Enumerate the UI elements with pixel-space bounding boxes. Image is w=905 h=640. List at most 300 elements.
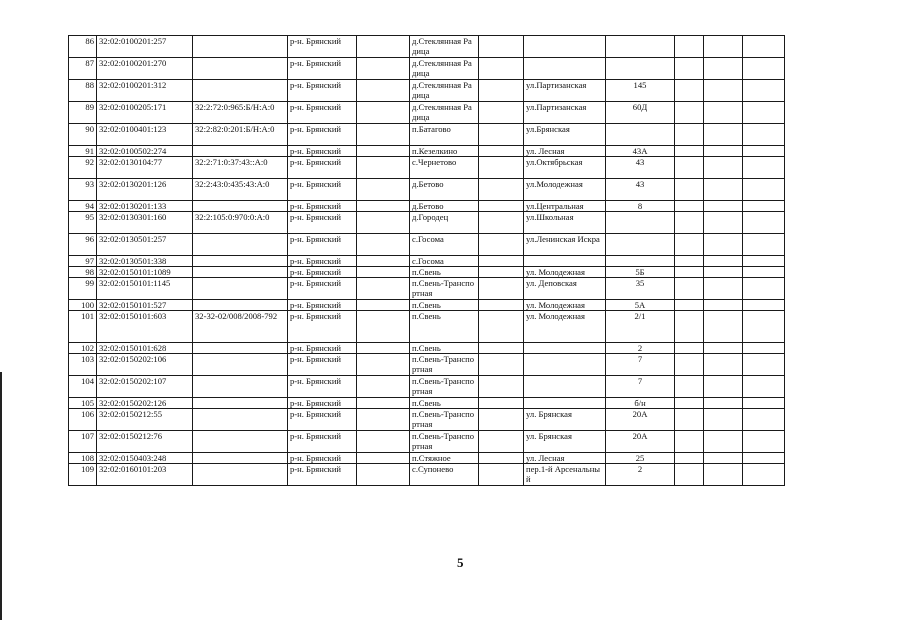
- empty-cell: [675, 80, 704, 102]
- cadastral-number-cell: 32:02:0100205:171: [97, 102, 193, 124]
- house-number-cell: 7: [606, 376, 675, 398]
- street-cell: [524, 36, 606, 58]
- empty-cell: [704, 409, 743, 431]
- cadastral-number-cell: 32:02:0150101:1089: [97, 267, 193, 278]
- row-number-cell: 93: [69, 179, 97, 201]
- old-number-cell: [193, 398, 288, 409]
- empty-cell: [357, 343, 410, 354]
- empty-cell: [704, 124, 743, 146]
- empty-cell: [479, 212, 524, 234]
- empty-cell: [743, 124, 785, 146]
- empty-cell: [357, 431, 410, 453]
- locality-cell: п.Свень: [410, 311, 479, 343]
- empty-cell: [743, 157, 785, 179]
- table-row: [69, 80, 785, 102]
- old-number-cell: [193, 234, 288, 256]
- region-cell: р-н. Брянский: [288, 234, 357, 256]
- table-body: [69, 36, 785, 486]
- region-cell: р-н. Брянский: [288, 157, 357, 179]
- empty-cell: [357, 102, 410, 124]
- empty-cell: [704, 256, 743, 267]
- row-number-cell: 96: [69, 234, 97, 256]
- empty-cell: [743, 311, 785, 343]
- empty-cell: [704, 179, 743, 201]
- street-cell: [524, 343, 606, 354]
- locality-cell: п.Свень-Транспортная: [410, 278, 479, 300]
- house-number-cell: 2: [606, 464, 675, 486]
- empty-cell: [704, 267, 743, 278]
- old-number-cell: [193, 409, 288, 431]
- empty-cell: [743, 234, 785, 256]
- empty-cell: [357, 124, 410, 146]
- locality-cell: п.Кезелкино: [410, 146, 479, 157]
- empty-cell: [675, 409, 704, 431]
- cadastral-number-cell: 32:02:0130501:257: [97, 234, 193, 256]
- cadastral-number-cell: 32:02:0130301:160: [97, 212, 193, 234]
- row-number-cell: 103: [69, 354, 97, 376]
- empty-cell: [675, 453, 704, 464]
- house-number-cell: 5А: [606, 300, 675, 311]
- locality-cell: д.Городец: [410, 212, 479, 234]
- table-row: [69, 179, 785, 201]
- empty-cell: [704, 453, 743, 464]
- old-number-cell: [193, 464, 288, 486]
- house-number-cell: 145: [606, 80, 675, 102]
- cadastral-number-cell: 32:02:0100201:257: [97, 36, 193, 58]
- empty-cell: [479, 376, 524, 398]
- empty-cell: [704, 431, 743, 453]
- region-cell: р-н. Брянский: [288, 376, 357, 398]
- empty-cell: [743, 278, 785, 300]
- empty-cell: [704, 212, 743, 234]
- empty-cell: [704, 157, 743, 179]
- old-number-cell: [193, 146, 288, 157]
- house-number-cell: 43А: [606, 146, 675, 157]
- empty-cell: [479, 267, 524, 278]
- old-number-cell: [193, 300, 288, 311]
- street-cell: ул.Молодежная: [524, 179, 606, 201]
- empty-cell: [743, 409, 785, 431]
- empty-cell: [357, 212, 410, 234]
- empty-cell: [675, 201, 704, 212]
- row-number-cell: 97: [69, 256, 97, 267]
- table-row: [69, 102, 785, 124]
- locality-cell: с.Госома: [410, 256, 479, 267]
- locality-cell: п.Свень: [410, 398, 479, 409]
- table-row: [69, 212, 785, 234]
- empty-cell: [357, 256, 410, 267]
- empty-cell: [479, 354, 524, 376]
- street-cell: [524, 58, 606, 80]
- house-number-cell: 60Д: [606, 102, 675, 124]
- empty-cell: [743, 58, 785, 80]
- region-cell: р-н. Брянский: [288, 58, 357, 80]
- region-cell: р-н. Брянский: [288, 431, 357, 453]
- cadastral-number-cell: 32:02:0150212:55: [97, 409, 193, 431]
- house-number-cell: 43: [606, 179, 675, 201]
- street-cell: [524, 376, 606, 398]
- empty-cell: [743, 453, 785, 464]
- empty-cell: [743, 179, 785, 201]
- row-number-cell: 101: [69, 311, 97, 343]
- region-cell: р-н. Брянский: [288, 409, 357, 431]
- street-cell: ул.Школьная: [524, 212, 606, 234]
- street-cell: [524, 256, 606, 267]
- locality-cell: п.Свень-Транспортная: [410, 431, 479, 453]
- empty-cell: [479, 124, 524, 146]
- empty-cell: [743, 464, 785, 486]
- house-number-cell: 25: [606, 453, 675, 464]
- empty-cell: [743, 212, 785, 234]
- table-row: [69, 278, 785, 300]
- old-number-cell: 32:2:71:0:37:43::А:0: [193, 157, 288, 179]
- street-cell: ул.Октябрьская: [524, 157, 606, 179]
- empty-cell: [675, 376, 704, 398]
- empty-cell: [357, 398, 410, 409]
- empty-cell: [675, 179, 704, 201]
- house-number-cell: 5Б: [606, 267, 675, 278]
- table-row: [69, 354, 785, 376]
- house-number-cell: 20А: [606, 431, 675, 453]
- scan-edge-line: [0, 372, 2, 620]
- region-cell: р-н. Брянский: [288, 300, 357, 311]
- old-number-cell: [193, 278, 288, 300]
- empty-cell: [357, 267, 410, 278]
- cadastral-number-cell: 32:02:0150101:1145: [97, 278, 193, 300]
- table-row: [69, 300, 785, 311]
- empty-cell: [479, 179, 524, 201]
- locality-cell: д.Стеклянная Радица: [410, 102, 479, 124]
- street-cell: ул. Молодежная: [524, 300, 606, 311]
- empty-cell: [675, 398, 704, 409]
- empty-cell: [357, 146, 410, 157]
- locality-cell: п.Стяжное: [410, 453, 479, 464]
- empty-cell: [479, 311, 524, 343]
- table-row: [69, 36, 785, 58]
- empty-cell: [479, 256, 524, 267]
- street-cell: ул. Молодежная: [524, 267, 606, 278]
- empty-cell: [479, 146, 524, 157]
- region-cell: р-н. Брянский: [288, 453, 357, 464]
- empty-cell: [743, 431, 785, 453]
- table-row: [69, 124, 785, 146]
- row-number-cell: 98: [69, 267, 97, 278]
- table-row: [69, 431, 785, 453]
- table-row: [69, 464, 785, 486]
- empty-cell: [743, 354, 785, 376]
- table-row: [69, 267, 785, 278]
- street-cell: ул. Брянская: [524, 409, 606, 431]
- house-number-cell: 20А: [606, 409, 675, 431]
- empty-cell: [357, 36, 410, 58]
- table-row: [69, 201, 785, 212]
- street-cell: ул.Ленинская Искра: [524, 234, 606, 256]
- empty-cell: [479, 278, 524, 300]
- region-cell: р-н. Брянский: [288, 201, 357, 212]
- locality-cell: д.Стеклянная Радица: [410, 36, 479, 58]
- region-cell: р-н. Брянский: [288, 464, 357, 486]
- old-number-cell: [193, 343, 288, 354]
- cadastral-number-cell: 32:02:0150212:76: [97, 431, 193, 453]
- locality-cell: д.Бетово: [410, 201, 479, 212]
- region-cell: р-н. Брянский: [288, 212, 357, 234]
- empty-cell: [357, 58, 410, 80]
- row-number-cell: 91: [69, 146, 97, 157]
- row-number-cell: 105: [69, 398, 97, 409]
- empty-cell: [479, 343, 524, 354]
- table-row: [69, 58, 785, 80]
- empty-cell: [479, 464, 524, 486]
- empty-cell: [675, 464, 704, 486]
- street-cell: ул.Партизанская: [524, 80, 606, 102]
- region-cell: р-н. Брянский: [288, 311, 357, 343]
- cadastral-number-cell: 32:02:0130201:126: [97, 179, 193, 201]
- table-row: [69, 343, 785, 354]
- empty-cell: [357, 453, 410, 464]
- empty-cell: [704, 58, 743, 80]
- empty-cell: [704, 398, 743, 409]
- empty-cell: [675, 124, 704, 146]
- old-number-cell: [193, 431, 288, 453]
- street-cell: ул.Центральная: [524, 201, 606, 212]
- empty-cell: [675, 36, 704, 58]
- row-number-cell: 106: [69, 409, 97, 431]
- empty-cell: [479, 409, 524, 431]
- empty-cell: [743, 267, 785, 278]
- street-cell: ул. Лесная: [524, 146, 606, 157]
- property-registry-table: [68, 35, 785, 486]
- house-number-cell: [606, 212, 675, 234]
- old-number-cell: [193, 80, 288, 102]
- street-cell: ул. Молодежная: [524, 311, 606, 343]
- house-number-cell: 7: [606, 354, 675, 376]
- empty-cell: [675, 146, 704, 157]
- street-cell: [524, 354, 606, 376]
- old-number-cell: 32:2:105:0:970:0:А:0: [193, 212, 288, 234]
- old-number-cell: [193, 376, 288, 398]
- old-number-cell: [193, 267, 288, 278]
- empty-cell: [743, 256, 785, 267]
- row-number-cell: 108: [69, 453, 97, 464]
- empty-cell: [479, 431, 524, 453]
- row-number-cell: 102: [69, 343, 97, 354]
- row-number-cell: 87: [69, 58, 97, 80]
- empty-cell: [675, 234, 704, 256]
- table-row: [69, 234, 785, 256]
- cadastral-number-cell: 32:02:0150101:628: [97, 343, 193, 354]
- table-row: [69, 409, 785, 431]
- table-row: [69, 256, 785, 267]
- old-number-cell: 32-32-02/008/2008-792: [193, 311, 288, 343]
- house-number-cell: [606, 36, 675, 58]
- empty-cell: [704, 36, 743, 58]
- empty-cell: [675, 256, 704, 267]
- row-number-cell: 90: [69, 124, 97, 146]
- empty-cell: [743, 343, 785, 354]
- house-number-cell: [606, 256, 675, 267]
- street-cell: пер.1-й Арсенальный: [524, 464, 606, 486]
- house-number-cell: 2: [606, 343, 675, 354]
- empty-cell: [704, 311, 743, 343]
- empty-cell: [704, 464, 743, 486]
- empty-cell: [675, 157, 704, 179]
- empty-cell: [675, 300, 704, 311]
- street-cell: ул. Деповская: [524, 278, 606, 300]
- empty-cell: [704, 300, 743, 311]
- region-cell: р-н. Брянский: [288, 278, 357, 300]
- empty-cell: [743, 300, 785, 311]
- empty-cell: [479, 234, 524, 256]
- empty-cell: [357, 409, 410, 431]
- street-cell: ул.Партизанская: [524, 102, 606, 124]
- cadastral-number-cell: 32:02:0150202:106: [97, 354, 193, 376]
- house-number-cell: [606, 124, 675, 146]
- cadastral-number-cell: 32:02:0150202:107: [97, 376, 193, 398]
- empty-cell: [479, 398, 524, 409]
- empty-cell: [479, 36, 524, 58]
- empty-cell: [743, 102, 785, 124]
- cadastral-number-cell: 32:02:0130201:133: [97, 201, 193, 212]
- empty-cell: [357, 234, 410, 256]
- region-cell: р-н. Брянский: [288, 124, 357, 146]
- cadastral-number-cell: 32:02:0100401:123: [97, 124, 193, 146]
- old-number-cell: [193, 256, 288, 267]
- house-number-cell: 35: [606, 278, 675, 300]
- empty-cell: [743, 146, 785, 157]
- street-cell: ул. Брянская: [524, 431, 606, 453]
- empty-cell: [704, 376, 743, 398]
- locality-cell: п.Батагово: [410, 124, 479, 146]
- empty-cell: [357, 278, 410, 300]
- empty-cell: [704, 354, 743, 376]
- house-number-cell: 8: [606, 201, 675, 212]
- locality-cell: с.Госома: [410, 234, 479, 256]
- region-cell: р-н. Брянский: [288, 398, 357, 409]
- region-cell: р-н. Брянский: [288, 36, 357, 58]
- empty-cell: [479, 80, 524, 102]
- street-cell: ул.Брянская: [524, 124, 606, 146]
- cadastral-number-cell: 32:02:0100502:274: [97, 146, 193, 157]
- empty-cell: [743, 80, 785, 102]
- locality-cell: п.Свень-Транспортная: [410, 409, 479, 431]
- street-cell: ул. Лесная: [524, 453, 606, 464]
- row-number-cell: 86: [69, 36, 97, 58]
- row-number-cell: 99: [69, 278, 97, 300]
- empty-cell: [675, 102, 704, 124]
- old-number-cell: 32:2:43:0:435:43:А:0: [193, 179, 288, 201]
- old-number-cell: 32:2:82:0:201:Б/Н:А:0: [193, 124, 288, 146]
- empty-cell: [357, 354, 410, 376]
- cadastral-number-cell: 32:02:0100201:312: [97, 80, 193, 102]
- region-cell: р-н. Брянский: [288, 256, 357, 267]
- locality-cell: д.Стеклянная Радица: [410, 58, 479, 80]
- street-cell: [524, 398, 606, 409]
- table-row: [69, 398, 785, 409]
- empty-cell: [479, 157, 524, 179]
- table-row: [69, 146, 785, 157]
- row-number-cell: 100: [69, 300, 97, 311]
- empty-cell: [357, 201, 410, 212]
- empty-cell: [357, 376, 410, 398]
- empty-cell: [357, 311, 410, 343]
- region-cell: р-н. Брянский: [288, 102, 357, 124]
- table-row: [69, 157, 785, 179]
- row-number-cell: 89: [69, 102, 97, 124]
- old-number-cell: [193, 36, 288, 58]
- cadastral-number-cell: 32:02:0160101:203: [97, 464, 193, 486]
- cadastral-number-cell: 32:02:0150403:248: [97, 453, 193, 464]
- old-number-cell: [193, 354, 288, 376]
- empty-cell: [479, 58, 524, 80]
- empty-cell: [357, 179, 410, 201]
- empty-cell: [704, 343, 743, 354]
- cadastral-number-cell: 32:02:0150101:527: [97, 300, 193, 311]
- region-cell: р-н. Брянский: [288, 146, 357, 157]
- empty-cell: [479, 453, 524, 464]
- empty-cell: [743, 376, 785, 398]
- row-number-cell: 94: [69, 201, 97, 212]
- cadastral-number-cell: 32:02:0150101:603: [97, 311, 193, 343]
- locality-cell: с.Супонево: [410, 464, 479, 486]
- empty-cell: [479, 300, 524, 311]
- empty-cell: [675, 267, 704, 278]
- row-number-cell: 104: [69, 376, 97, 398]
- empty-cell: [675, 278, 704, 300]
- empty-cell: [743, 398, 785, 409]
- table-row: [69, 453, 785, 464]
- locality-cell: п.Свень: [410, 267, 479, 278]
- empty-cell: [704, 102, 743, 124]
- region-cell: р-н. Брянский: [288, 354, 357, 376]
- locality-cell: п.Свень-Транспортная: [410, 376, 479, 398]
- row-number-cell: 109: [69, 464, 97, 486]
- empty-cell: [357, 80, 410, 102]
- row-number-cell: 107: [69, 431, 97, 453]
- locality-cell: д.Бетово: [410, 179, 479, 201]
- empty-cell: [743, 201, 785, 212]
- locality-cell: п.Свень: [410, 300, 479, 311]
- table-row: [69, 376, 785, 398]
- house-number-cell: 43: [606, 157, 675, 179]
- row-number-cell: 95: [69, 212, 97, 234]
- empty-cell: [675, 212, 704, 234]
- empty-cell: [357, 157, 410, 179]
- empty-cell: [675, 343, 704, 354]
- region-cell: р-н. Брянский: [288, 343, 357, 354]
- locality-cell: д.Стеклянная Радица: [410, 80, 479, 102]
- cadastral-number-cell: 32:02:0130104:77: [97, 157, 193, 179]
- empty-cell: [743, 36, 785, 58]
- empty-cell: [704, 80, 743, 102]
- empty-cell: [704, 278, 743, 300]
- cadastral-number-cell: 32:02:0150202:126: [97, 398, 193, 409]
- old-number-cell: [193, 58, 288, 80]
- house-number-cell: 2/1: [606, 311, 675, 343]
- empty-cell: [675, 58, 704, 80]
- empty-cell: [675, 354, 704, 376]
- cadastral-number-cell: 32:02:0130501:338: [97, 256, 193, 267]
- empty-cell: [704, 234, 743, 256]
- row-number-cell: 92: [69, 157, 97, 179]
- cadastral-number-cell: 32:02:0100201:270: [97, 58, 193, 80]
- locality-cell: п.Свень: [410, 343, 479, 354]
- old-number-cell: [193, 453, 288, 464]
- empty-cell: [479, 102, 524, 124]
- row-number-cell: 88: [69, 80, 97, 102]
- empty-cell: [704, 146, 743, 157]
- region-cell: р-н. Брянский: [288, 179, 357, 201]
- empty-cell: [675, 431, 704, 453]
